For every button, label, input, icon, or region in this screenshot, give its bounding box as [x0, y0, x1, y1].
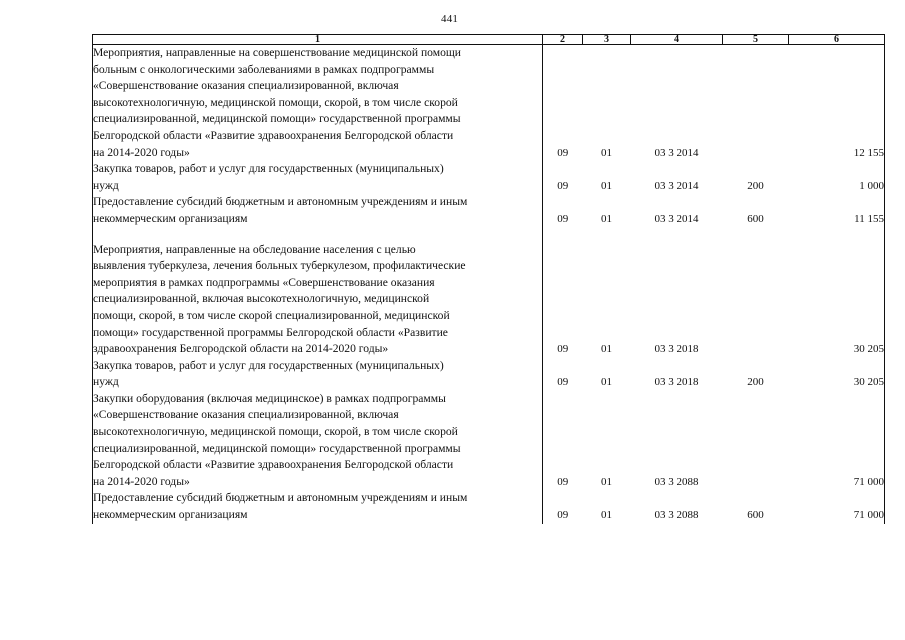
section-cell: 09 [557, 343, 569, 356]
item-name-cell [93, 194, 543, 227]
subsection-cell: 01 [601, 146, 612, 159]
item-name-line: Закупка товаров, работ и услуг для государственных (муниципальных) [93, 358, 444, 372]
table-row [93, 45, 885, 162]
item-name-line: Закупка товаров, работ и услуг для государственных (муниципальных) [93, 162, 444, 176]
header-col-2: 2 [543, 35, 583, 45]
expense-type-cell: 600 [747, 212, 764, 225]
item-name-line: на 2014-2020 годы» [93, 474, 190, 488]
item-name-line: специализированной, включая высокотехнологичную, медицинской [93, 292, 430, 306]
item-name-line: некоммерческим организациям [93, 211, 248, 225]
amount-cell: 11 155 [789, 194, 885, 227]
header-col-4: 4 [631, 35, 723, 45]
item-name-line: Предоставление субсидий бюджетным и автономным учреждениям и иным [93, 195, 468, 209]
empty-cell [93, 228, 543, 242]
subsection-cell: 01 [601, 212, 612, 225]
empty-cell [631, 228, 723, 242]
section-cell: 09 [557, 509, 569, 522]
item-name-cell [93, 161, 543, 194]
item-name-line: «Совершенствование оказания специализированной, включая [93, 408, 399, 422]
target-article-cell: 03 3 2014 [654, 179, 699, 192]
target-article-cell: 03 3 2018 [654, 376, 699, 389]
expense-type-cell [723, 242, 789, 358]
item-name-line: выявления туберкулеза, лечения больных туберкулезом, профилактические [93, 259, 466, 273]
item-name-cell [93, 242, 543, 358]
expense-type-cell [723, 391, 789, 491]
table-row [93, 242, 885, 358]
section-cell: 09 [557, 146, 569, 159]
subsection-cell: 01 [601, 509, 612, 522]
item-name-line: здравоохранения Белгородской области на 2014-2020 годы» [93, 342, 389, 356]
item-name-line: высокотехнологичную, медицинской помощи, скорой, в том числе скорой [93, 95, 458, 109]
table-body [93, 45, 885, 524]
item-name-line: Мероприятия, направленные на обследование населения с целью [93, 242, 416, 256]
item-name-line: специализированной, медицинской помощи» государственной программы [93, 441, 461, 455]
item-name-line: помощи» государственной программы Белгородской области «Развитие [93, 325, 448, 339]
item-name-line: больным с онкологическими заболеваниями в рамках подпрограммы [93, 62, 435, 76]
item-name-line: Мероприятия, направленные на совершенствование медицинской помощи [93, 46, 461, 59]
empty-cell [789, 228, 885, 242]
item-name-line: Белгородской области «Развитие здравоохранения Белгородской области [93, 128, 454, 142]
item-name-line: Белгородской области «Развитие здравоохранения Белгородской области [93, 458, 454, 472]
expense-type-cell [723, 45, 789, 162]
amount-cell: 71 000 [789, 391, 885, 491]
empty-cell [583, 228, 631, 242]
header-col-6: 6 [789, 35, 885, 45]
item-name-line: нужд [93, 375, 119, 389]
subsection-cell: 01 [601, 179, 612, 192]
item-name-line: нужд [93, 178, 119, 192]
section-cell: 09 [557, 179, 569, 192]
item-name-cell [93, 391, 543, 491]
item-name-cell [93, 45, 543, 162]
header-col-3: 3 [583, 35, 631, 45]
section-cell: 09 [557, 212, 569, 225]
item-name-cell [93, 490, 543, 523]
section-cell: 09 [557, 475, 569, 488]
item-name-line: помощи, скорой, в том числе скорой специализированной, медицинской [93, 308, 450, 322]
budget-table [92, 34, 885, 524]
amount-cell: 30 205 [789, 242, 885, 358]
page-number: 441 [441, 13, 459, 25]
table-row [93, 391, 885, 491]
amount-cell: 30 205 [789, 358, 885, 391]
expense-type-cell: 200 [747, 179, 764, 192]
table-row [93, 161, 885, 194]
expense-type-cell: 200 [747, 376, 764, 389]
spacer-row [93, 228, 885, 242]
target-article-cell: 03 3 2018 [654, 343, 699, 356]
item-name-cell [93, 358, 543, 391]
target-article-cell: 03 3 2088 [654, 509, 699, 522]
table-row [93, 490, 885, 523]
target-article-cell: 03 3 2014 [654, 212, 699, 225]
item-name-line: «Совершенствование оказания специализированной, включая [93, 79, 399, 93]
amount-cell: 1 000 [789, 161, 885, 194]
header-row [93, 35, 885, 45]
expense-type-cell: 600 [747, 509, 764, 522]
item-name-line: высокотехнологичную, медицинской помощи, скорой, в том числе скорой [93, 425, 458, 439]
item-name-line: специализированной, медицинской помощи» государственной программы [93, 112, 461, 126]
amount-cell: 71 000 [789, 490, 885, 523]
subsection-cell: 01 [601, 376, 612, 389]
item-name-line: некоммерческим организациям [93, 508, 248, 522]
header-col-1: 1 [93, 35, 543, 45]
target-article-cell: 03 3 2014 [654, 146, 699, 159]
table-row [93, 358, 885, 391]
item-name-line: на 2014-2020 годы» [93, 145, 190, 159]
subsection-cell: 01 [601, 475, 612, 488]
section-cell: 09 [557, 376, 569, 389]
target-article-cell: 03 3 2088 [654, 475, 699, 488]
item-name-line: Предоставление субсидий бюджетным и автономным учреждениям и иным [93, 491, 468, 505]
empty-cell [543, 228, 583, 242]
amount-cell: 12 155 [789, 45, 885, 162]
item-name-line: Закупки оборудования (включая медицинское) в рамках подпрограммы [93, 391, 446, 405]
subsection-cell: 01 [601, 343, 612, 356]
header-col-5: 5 [723, 35, 789, 45]
empty-cell [723, 228, 789, 242]
table-row [93, 194, 885, 227]
item-name-line: мероприятия в рамках подпрограммы «Совершенствование оказания [93, 275, 435, 289]
